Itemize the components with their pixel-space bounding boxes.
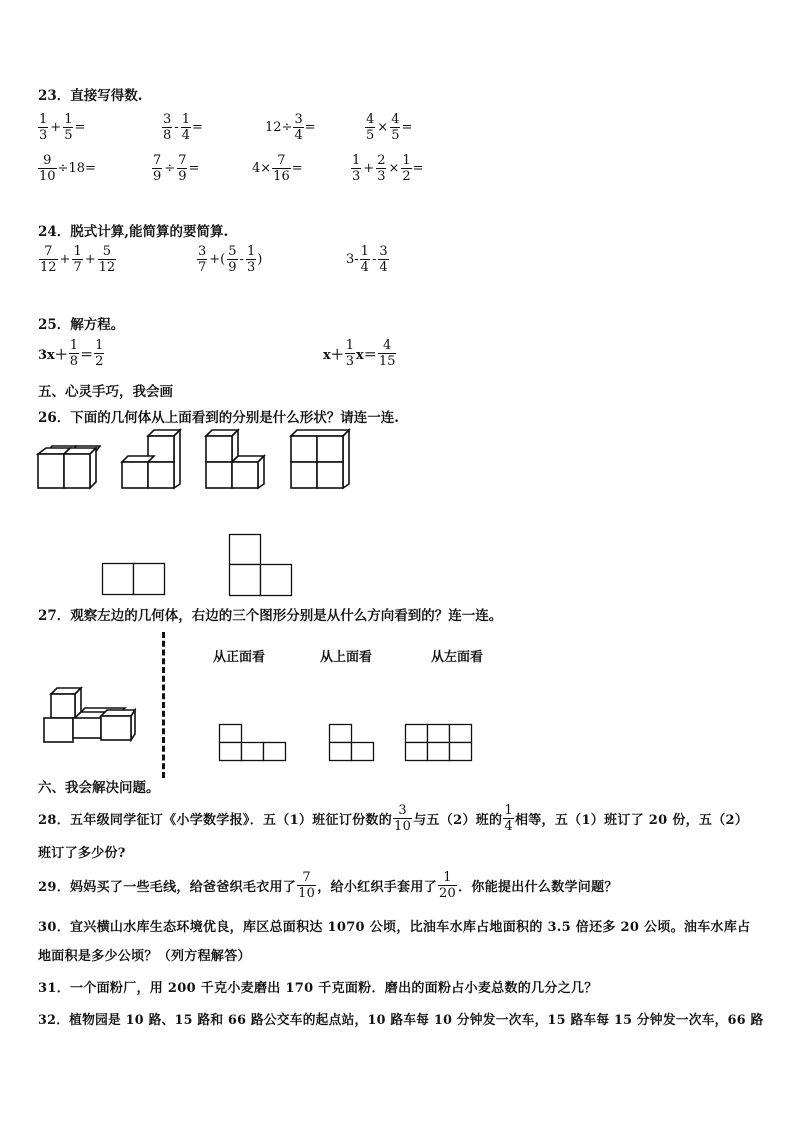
q24-expr-3: 3- $\frac{1}{4}$ - $\frac{3}{4}$ [346,244,388,275]
q23-title: 23．直接写得数. [38,88,143,104]
q26-solid-1 [36,444,106,492]
q23-item-3: 12÷ $\frac{3}{4}$ = [265,112,316,143]
q26-title: 26．下面的几何体从上面看到的分别是什么形状？请连一连. [38,410,399,426]
q27-view-top [329,724,377,764]
q23-item-7: 4× $\frac{7}{16}$ = [252,153,303,184]
q27-view-left [405,724,475,764]
q30-line-2: 地面积是多少公顷？（列方程解答） [38,949,251,964]
q27-view-front [219,724,289,764]
q30-line-1: 30．宜兴横山水库生态环境优良，库区总面积达 1070 公顷，比油车水库占地面积的 3.5 倍还多 20 公顷。油车水库占 [38,920,751,935]
q25-equation-1: 3x＋ $\frac{1}{8}$ ＝ $\frac{1}{2}$ [38,338,104,369]
view-label-front: 从正面看 [213,650,266,665]
q23-item-1: $\frac{1}{3}$ + $\frac{1}{5}$ = [39,112,86,143]
q23-item-8: $\frac{1}{3}$ + $\frac{2}{3}$ × $\frac{1}{2}$ = [352,153,424,184]
q32-line: 32．植物园是 10 路、15 路和 66 路公交车的起点站，10 路车每 10 分钟发一次车，15 路车每 15 分钟发一次车，66 路 [38,1013,764,1028]
q28-line-2: 班订了多少份? [38,846,126,861]
q26-solid-4 [289,428,353,492]
q23-item-6: $\frac{7}{9}$ ÷ $\frac{7}{9}$ = [153,153,200,184]
q25-title: 25．解方程。 [38,317,125,333]
q27-title: 27．观察左边的几何体，右边的三个图形分别是从什么方向看到的？连一连。 [38,608,503,624]
q23-item-4: $\frac{4}{5}$ × $\frac{4}{5}$ = [366,112,413,143]
q26-solid-2 [120,428,184,492]
q27-solid [42,686,142,746]
q26-top-view-a [102,563,166,597]
q23-item-5: $\frac{9}{10}$ ÷18= [39,153,96,184]
q25-equation-2: x＋ $\frac{1}{3}$ x＝ $\frac{4}{15}$ [323,338,396,369]
divider-dashed [162,632,165,778]
q24-title: 24．脱式计算,能简算的要简算. [38,224,229,240]
q29-line: 29．妈妈买了一些毛线，给爸爸织毛衣用了 $\frac{7}{10}$ ，给小红织手套用了 $\frac{1}{20}$ ．你能提出什么数学问题？ [38,870,618,901]
section-5-heading: 五、心灵手巧，我会画 [38,384,173,400]
q28-line-1: 28．五年级同学征订《小学数学报》．五（1）班征订份数的 $\frac{3}{10}$ 与五（2）班的 $\frac{1}{4}$ 相等，五（1）班订了 20 份，五（2） [38,803,749,834]
section-6-heading: 六、我会解决问题。 [38,780,160,796]
q26-top-view-b [229,534,295,598]
view-label-left: 从左面看 [431,650,484,665]
q24-expr-1: $\frac{7}{12}$ + $\frac{1}{7}$ + $\frac{5}{12}$ [40,244,116,275]
q26-solid-3 [204,428,268,492]
q24-expr-2: $\frac{3}{7}$ +( $\frac{5}{9}$ - $\frac{1}{3}$ ) [198,244,263,275]
q31-line: 31．一个面粉厂，用 200 千克小麦磨出 170 千克面粉．磨出的面粉占小麦总数的几分之几？ [38,981,598,996]
view-label-top: 从上面看 [320,650,373,665]
q23-item-2: $\frac{3}{8}$ - $\frac{1}{4}$ = [163,112,203,143]
